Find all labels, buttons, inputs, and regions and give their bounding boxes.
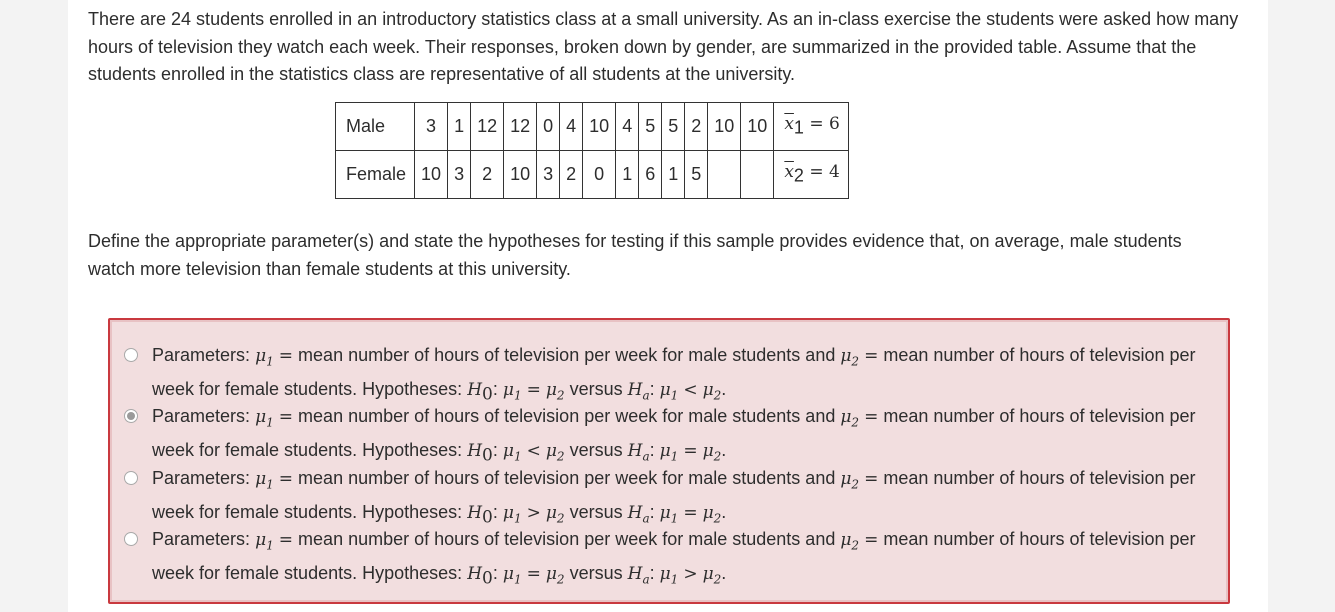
female-row xyxy=(336,151,849,199)
male-value: 10 xyxy=(741,103,774,151)
female-value: 3 xyxy=(448,151,471,199)
data-table xyxy=(335,102,849,199)
female-value: 10 xyxy=(504,151,537,199)
male-value: 12 xyxy=(471,103,504,151)
male-value: 0 xyxy=(537,103,560,151)
male-value: 2 xyxy=(685,103,708,151)
radio-button[interactable] xyxy=(124,348,138,362)
female-value: 6 xyxy=(639,151,662,199)
question-text: Define the appropriate parameter(s) and state the hypotheses for testing if this sample provides evidence that, on average, male students watch more television than female students at this university. xyxy=(88,231,1182,279)
male-value: 5 xyxy=(639,103,662,151)
male-row xyxy=(336,103,849,151)
female-value: 2 xyxy=(560,151,583,199)
option-text: Parameters: $\mu_1$ = mean number of hours of television per week for male students and $\mu_2$ = mean number of hours of television per week for female students. Hypotheses: $H_0$: $\mu_1 = \mu_2$ versus $H_a$: $\mu_1 < \mu_2$. xyxy=(152,345,1196,405)
female-value xyxy=(741,151,774,199)
radio-button[interactable] xyxy=(124,532,138,546)
male-value: 12 xyxy=(504,103,537,151)
male-value: 10 xyxy=(708,103,741,151)
question-panel xyxy=(68,0,1268,612)
female-value xyxy=(708,151,741,199)
female-value: 1 xyxy=(662,151,685,199)
intro-text: There are 24 students enrolled in an introductory statistics class at a small university. As an in-class exercise the students were asked how many hours of television they watch each week. Their responses, broken down by gender, are summarized in the provided table. Assume that the students enrolled in the statistics class are representative of all students at the university. xyxy=(88,9,1239,84)
male-value: 4 xyxy=(560,103,583,151)
radio-button[interactable] xyxy=(124,471,138,485)
male-value: 1 xyxy=(448,103,471,151)
option-text: Parameters: $\mu_1$ = mean number of hours of television per week for male students and $\mu_2$ = mean number of hours of television per week for female students. Hypotheses: $H_0$: $\mu_1 > \mu_2$ versus $H_a$: $\mu_1 = \mu_2$. xyxy=(152,468,1196,528)
answer-options xyxy=(108,318,1230,604)
male-value: 5 xyxy=(662,103,685,151)
option-text: Parameters: $\mu_1$ = mean number of hours of television per week for male students and $\mu_2$ = mean number of hours of television per week for female students. Hypotheses: $H_0$: $\mu_1 < \mu_2$ versus $H_a$: $\mu_1 = \mu_2$. xyxy=(152,406,1196,466)
option-text: Parameters: $\mu_1$ = mean number of hours of television per week for male students and $\mu_2$ = mean number of hours of television per week for female students. Hypotheses: $H_0$: $\mu_1 = \mu_2$ versus $H_a$: $\mu_1 > \mu_2$. xyxy=(152,529,1196,589)
male-value: 3 xyxy=(415,103,448,151)
female-mean: $\overline{x}_2 = 4$ xyxy=(774,151,848,199)
female-value: 10 xyxy=(415,151,448,199)
male-label: Male xyxy=(336,103,415,151)
female-value: 5 xyxy=(685,151,708,199)
female-label: Female xyxy=(336,151,415,199)
male-value: 10 xyxy=(583,103,616,151)
radio-button-selected[interactable] xyxy=(124,409,138,423)
male-value: 4 xyxy=(616,103,639,151)
female-value: 2 xyxy=(471,151,504,199)
female-value: 1 xyxy=(616,151,639,199)
female-value: 3 xyxy=(537,151,560,199)
male-mean: $\overline{x}_1 = 6$ xyxy=(774,103,848,151)
female-value: 0 xyxy=(583,151,616,199)
